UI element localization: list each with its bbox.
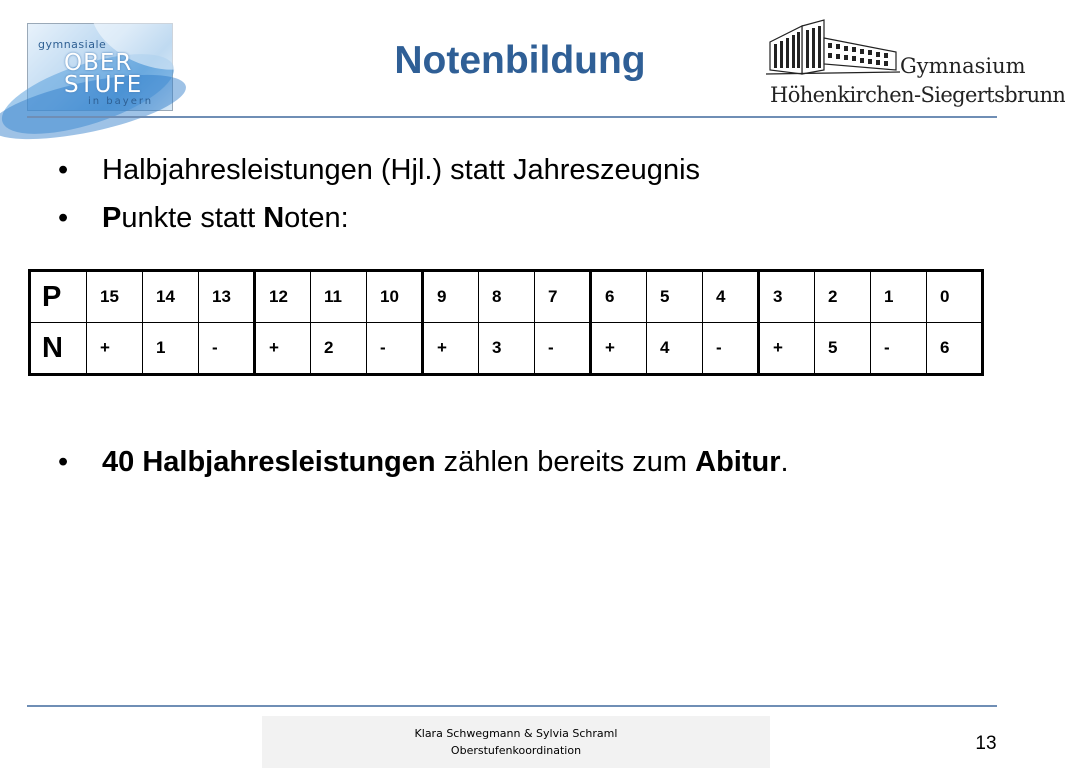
logo-text-gymnasiale: gymnasiale <box>38 38 107 51</box>
table-cell: 3 <box>759 271 815 323</box>
bullet-emphasis-abitur: Abitur <box>695 446 781 478</box>
table-cell: 14 <box>143 271 199 323</box>
table-cell: 7 <box>535 271 591 323</box>
bullet-text: . <box>780 446 789 478</box>
table-cell: 6 <box>591 271 647 323</box>
oberstufe-bayern-logo <box>27 23 173 111</box>
table-cell: 0 <box>927 271 983 323</box>
table-cell: - <box>367 323 423 375</box>
table-cell: 6 <box>927 323 983 375</box>
table-cell: 1 <box>871 271 927 323</box>
bullet-text: Halbjahresleistungen (Hjl.) statt Jahreszeugnis <box>102 154 701 186</box>
table-cell: 2 <box>815 271 871 323</box>
table-cell: 10 <box>367 271 423 323</box>
bullet-marker: • <box>58 202 69 234</box>
logo-text-stufe: STUFE <box>64 72 143 98</box>
table-row <box>30 271 983 323</box>
table-cell: - <box>703 323 759 375</box>
bullet-text: oten: <box>284 202 349 234</box>
table-cell: + <box>591 323 647 375</box>
table-cell: - <box>871 323 927 375</box>
table-cell: 5 <box>815 323 871 375</box>
bullet-text: zählen bereits zum <box>435 446 696 478</box>
bullet-emphasis-p: P <box>102 202 122 234</box>
table-cell: - <box>199 323 255 375</box>
table-cell: 2 <box>311 323 367 375</box>
table-cell: 15 <box>87 271 143 323</box>
footer <box>262 716 770 768</box>
school-name-line1: Gymnasium <box>900 54 1026 78</box>
table-cell: 3 <box>479 323 535 375</box>
row-header: N <box>30 323 87 375</box>
page-number: 13 <box>975 733 997 754</box>
table-row <box>30 323 983 375</box>
table-cell: 8 <box>479 271 535 323</box>
table-cell: - <box>535 323 591 375</box>
bullet-emphasis-count: 40 Halbjahresleistungen <box>102 446 436 478</box>
bullet-item-halbjahresleistungen <box>58 152 700 188</box>
table-cell: + <box>255 323 311 375</box>
logo-text-in-bayern: in bayern <box>88 96 154 107</box>
table-cell: 4 <box>647 323 703 375</box>
table-cell: 1 <box>143 323 199 375</box>
table-cell: 13 <box>199 271 255 323</box>
table-cell: 9 <box>423 271 479 323</box>
bullet-text: unkte statt <box>121 202 264 234</box>
table-cell: 12 <box>255 271 311 323</box>
bullet-marker: • <box>58 154 69 186</box>
footer-role: Oberstufenkoordination <box>450 744 582 757</box>
bullet-item-abitur <box>58 444 789 480</box>
table-cell: + <box>423 323 479 375</box>
school-name-line2: Höhenkirchen-Siegertsbrunn <box>770 83 1065 107</box>
table-cell: 11 <box>311 271 367 323</box>
points-grades-table <box>28 269 984 376</box>
bullet-emphasis-n: N <box>263 202 285 234</box>
footer-divider <box>27 705 997 707</box>
gymnasium-logo <box>766 18 1065 108</box>
page-title: Notenbildung <box>394 39 646 82</box>
bullet-item-punkte-statt-noten <box>58 200 349 236</box>
table-cell: 5 <box>647 271 703 323</box>
bullet-marker: • <box>58 446 69 478</box>
logo-text-ober: OBER <box>64 50 133 76</box>
table-cell: + <box>87 323 143 375</box>
table-cell: 4 <box>703 271 759 323</box>
row-header: P <box>30 271 87 323</box>
table-cell: + <box>759 323 815 375</box>
footer-authors: Klara Schwegmann & Sylvia Schraml <box>414 727 618 740</box>
header-divider <box>27 116 997 118</box>
